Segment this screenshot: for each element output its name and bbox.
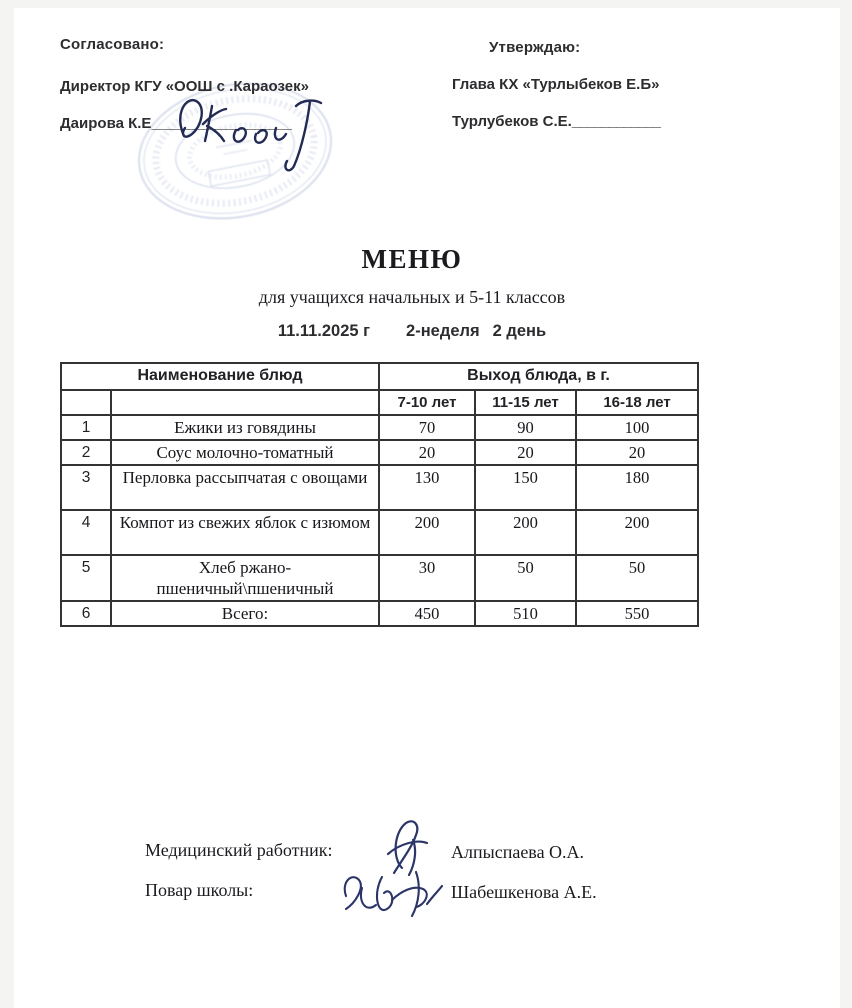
portion-11-15: 20 — [475, 440, 576, 465]
portion-16-18: 180 — [576, 465, 698, 510]
empty-cell — [61, 390, 111, 415]
table-row — [61, 465, 698, 510]
row-number: 4 — [61, 510, 111, 555]
portion-16-18: 200 — [576, 510, 698, 555]
dish-name: Хлеб ржано-пшеничный\пшеничный — [111, 555, 379, 601]
portion-7-10: 130 — [379, 465, 475, 510]
cook-signature — [332, 860, 444, 918]
total-7-10: 450 — [379, 601, 475, 626]
row-number: 3 — [61, 465, 111, 510]
total-16-18: 550 — [576, 601, 698, 626]
col-header-output: Выход блюда, в г. — [379, 363, 698, 390]
portion-7-10: 70 — [379, 415, 475, 440]
table-row — [61, 415, 698, 440]
portion-7-10: 20 — [379, 440, 475, 465]
agreed-underline: ___________________ — [151, 115, 291, 132]
approved-name: Турлубеков С.Е. — [452, 113, 572, 130]
dish-name: Ежики из говядины — [111, 415, 379, 440]
medical-worker-name: Алпыспаева О.А. — [451, 842, 585, 862]
dish-name: Соус молочно-томатный — [111, 440, 379, 465]
approved-underline: ____________ — [571, 113, 660, 130]
total-11-15: 510 — [475, 601, 576, 626]
portion-16-18: 100 — [576, 415, 698, 440]
cook-name: Шабешкенова А.Е. — [451, 882, 597, 902]
dish-name: Компот из свежих яблок с изюмом — [111, 510, 379, 555]
approved-signature-line — [452, 113, 660, 131]
col-header-age-7-10: 7-10 лет — [379, 390, 475, 415]
total-label: Всего: — [111, 601, 379, 626]
header-row-1 — [61, 363, 698, 390]
portion-7-10: 30 — [379, 555, 475, 601]
col-header-age-16-18: 16-18 лет — [576, 390, 698, 415]
menu-week: 2-неделя — [406, 322, 480, 340]
col-header-age-11-15: 11-15 лет — [475, 390, 576, 415]
cook-label: Повар школы: — [145, 880, 254, 900]
date-line — [0, 322, 824, 341]
portion-16-18: 50 — [576, 555, 698, 601]
agreed-org: Директор КГУ «ООШ с .Караозек» — [60, 78, 309, 95]
row-number: 5 — [61, 555, 111, 601]
portion-11-15: 50 — [475, 555, 576, 601]
agreed-heading: Согласовано: — [60, 36, 165, 53]
document-title: МЕНЮ — [361, 244, 463, 274]
total-row — [61, 601, 698, 626]
director-signature — [168, 86, 338, 176]
table-row — [61, 440, 698, 465]
portion-16-18: 20 — [576, 440, 698, 465]
table-row — [61, 555, 698, 601]
portion-11-15: 90 — [475, 415, 576, 440]
col-header-dishes: Наименование блюд — [61, 363, 379, 390]
portion-11-15: 150 — [475, 465, 576, 510]
row-number: 2 — [61, 440, 111, 465]
menu-date: 11.11.2025 г — [277, 322, 371, 340]
header-row-2 — [61, 390, 698, 415]
dish-name: Перловка рассыпчатая с овощами — [111, 465, 379, 510]
portion-11-15: 200 — [475, 510, 576, 555]
row-number: 1 — [61, 415, 111, 440]
empty-cell — [111, 390, 379, 415]
approved-org: Глава КХ «Турлыбеков Е.Б» — [452, 76, 660, 93]
row-number: 6 — [61, 601, 111, 626]
medical-worker-label: Медицинский работник: — [145, 840, 333, 860]
menu-day: 2 день — [492, 322, 547, 340]
document-subtitle: для учащихся начальных и 5-11 классов — [258, 287, 566, 307]
portion-7-10: 200 — [379, 510, 475, 555]
table-row — [61, 510, 698, 555]
approved-heading: Утверждаю: — [489, 39, 581, 56]
agreed-name: Даирова К.Е — [60, 115, 152, 132]
menu-table — [60, 362, 699, 627]
